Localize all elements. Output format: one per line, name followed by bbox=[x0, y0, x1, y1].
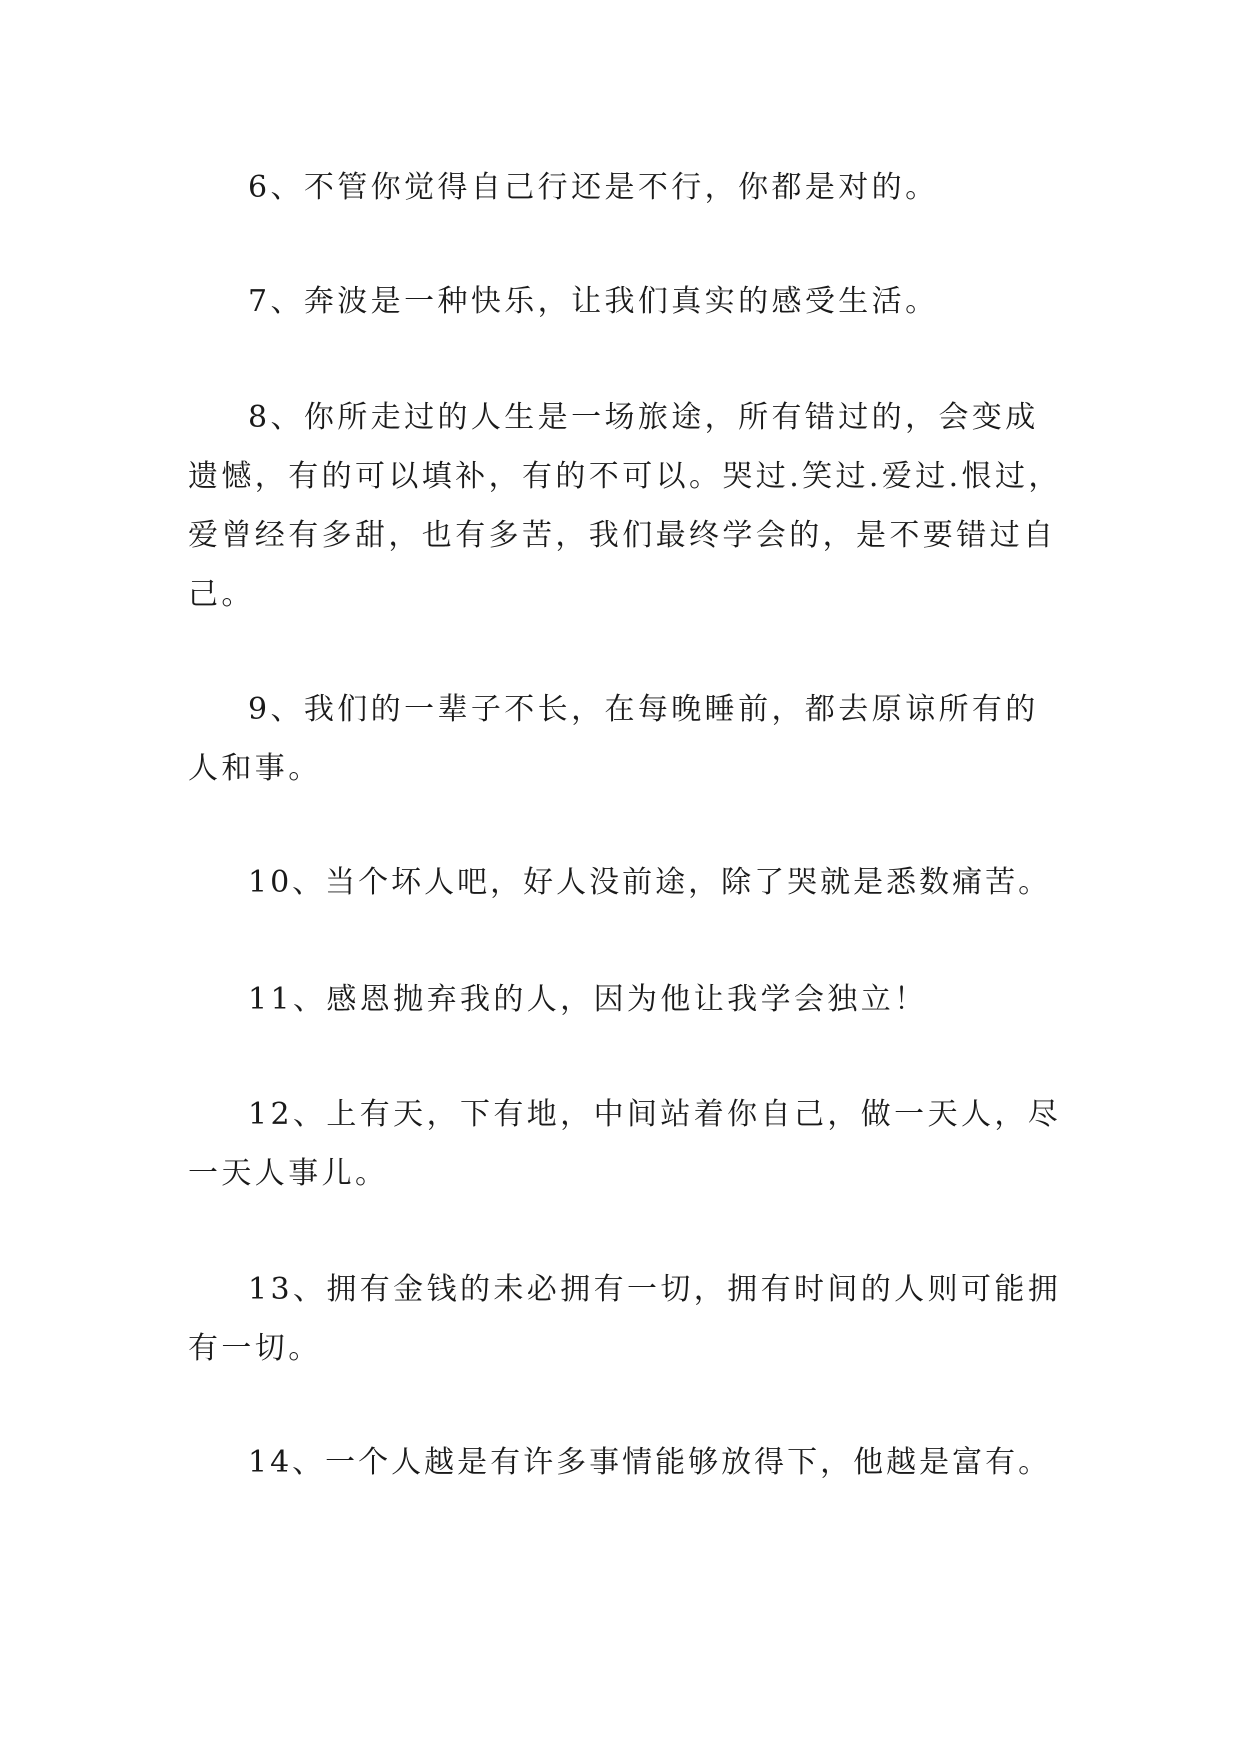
paragraph-quote-8: 8、你所走过的人生是一场旅途，所有错过的，会变成遗憾，有的可以填补，有的不可以。哭过.笑过.爱过.恨过，爱曾经有多甜，也有多苦，我们最终学会的，是不要错过自己。 bbox=[188, 400, 1062, 612]
paragraph-quote-14: 14、一个人越是有许多事情能够放得下，他越是富有。 bbox=[248, 1445, 1052, 1480]
paragraph-quote-12: 12、上有天，下有地，中间站着你自己，做一天人，尽一天人事儿。 bbox=[188, 1097, 1062, 1191]
paragraph-quote-6: 6、不管你觉得自己行还是不行，你都是对的。 bbox=[248, 170, 939, 205]
paragraph-quote-7: 7、奔波是一种快乐，让我们真实的感受生活。 bbox=[248, 284, 939, 319]
paragraph-quote-9: 9、我们的一辈子不长，在每晚睡前，都去原谅所有的人和事。 bbox=[188, 692, 1039, 786]
paragraph-quote-13: 13、拥有金钱的未必拥有一切，拥有时间的人则可能拥有一切。 bbox=[188, 1272, 1062, 1366]
paragraph-quote-11: 11、感恩抛弃我的人，因为他让我学会独立！ bbox=[248, 982, 928, 1017]
paragraph-quote-10: 10、当个坏人吧，好人没前途，除了哭就是悉数痛苦。 bbox=[248, 865, 1052, 900]
